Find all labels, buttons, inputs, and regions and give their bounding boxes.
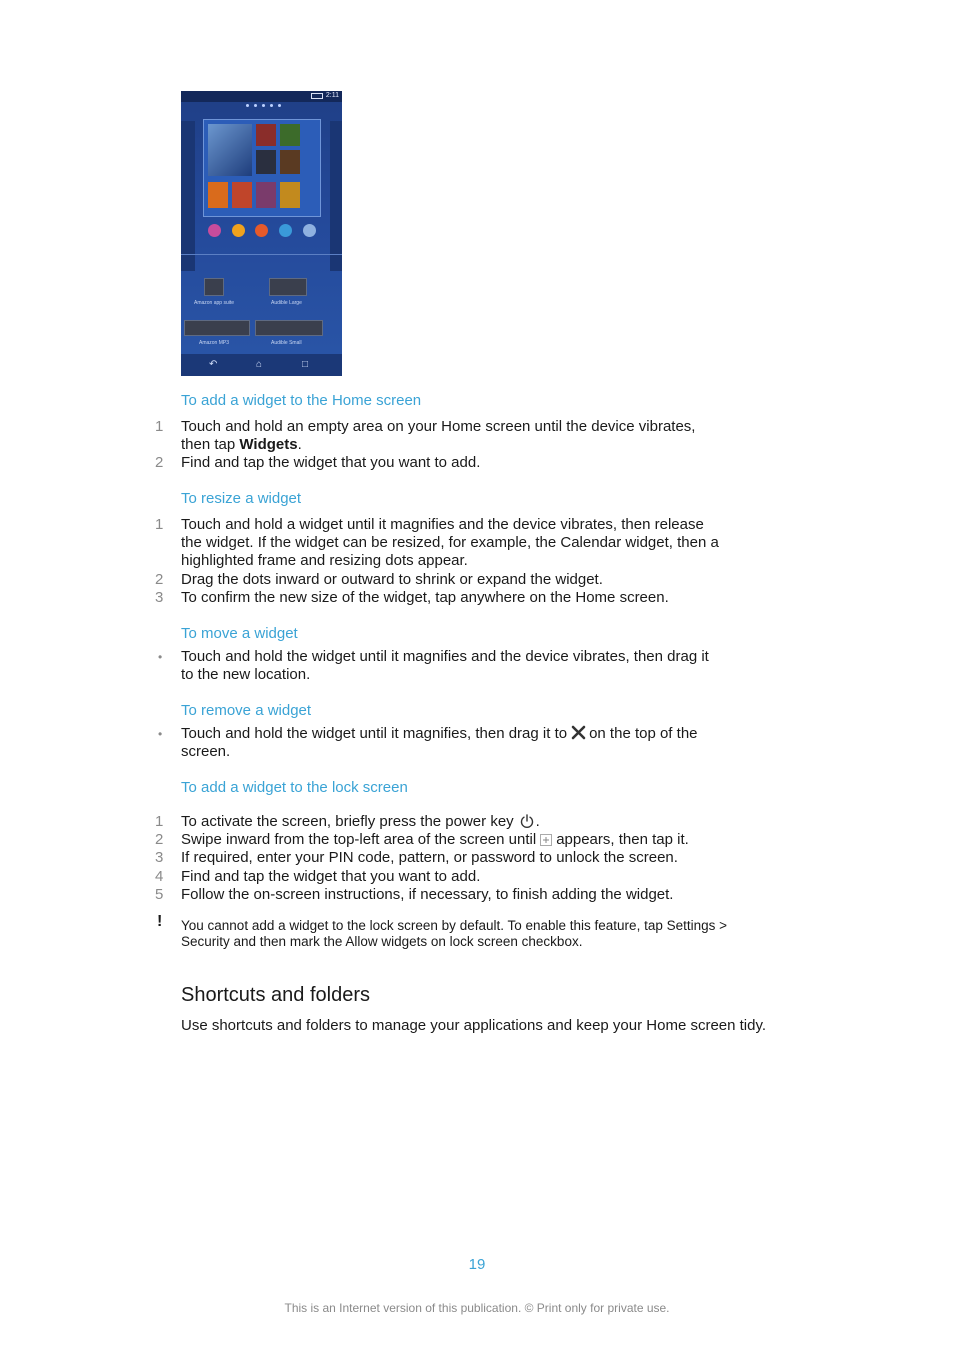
step-text: Touch and hold a widget until it magnifies and the device vibrates, then release — [181, 516, 704, 533]
widgets-term: Widgets — [239, 436, 298, 453]
app-tile — [256, 182, 276, 208]
step-text: highlighted frame and resizing dots appear. — [181, 552, 468, 569]
step-text-fragment: To activate the screen, briefly press the power key — [181, 813, 514, 830]
step-text: To confirm the new size of the widget, tap anywhere on the Home screen. — [181, 589, 669, 606]
left-pane — [181, 121, 195, 271]
note-text: You cannot add a widget to the lock screen by default. To enable this feature, tap Settings > — [181, 918, 727, 933]
battery-icon — [311, 93, 323, 99]
step-text: Find and tap the widget that you want to add. — [181, 454, 481, 471]
step-number: 3 — [155, 849, 164, 866]
plus-icon — [540, 834, 552, 846]
step-text: the widget. If the widget can be resized, for example, the Calendar widget, then a — [181, 534, 719, 551]
section-title: Shortcuts and folders — [181, 984, 370, 1006]
step-number: 1 — [155, 418, 164, 435]
step-number: 2 — [155, 831, 164, 848]
app-tile — [280, 150, 300, 174]
note-text: Security and then mark the Allow widgets on lock screen checkbox. — [181, 934, 583, 949]
heading-move-widget: To move a widget — [181, 625, 298, 642]
step-text: Touch and hold an empty area on your Home screen until the device vibrates, — [181, 418, 696, 435]
footer-notice: This is an Internet version of this publication. © Print only for private use. — [284, 1301, 670, 1315]
page-indicator — [243, 104, 283, 109]
album-tile — [208, 124, 252, 176]
heading-add-widget-lock: To add a widget to the lock screen — [181, 779, 408, 796]
status-time: 2:11 — [325, 92, 339, 99]
step-text — [181, 813, 540, 831]
step-text: screen. — [181, 743, 231, 760]
heading-remove-widget: To remove a widget — [181, 702, 312, 719]
bullet: • — [158, 650, 163, 664]
divider — [181, 254, 342, 255]
home-screen-preview — [203, 119, 321, 217]
step-text-fragment: Swipe inward from the top-left area of the screen until — [181, 831, 537, 848]
widget-screenshot — [181, 91, 342, 376]
app-tile — [232, 182, 252, 208]
step-text-fragment: on the top of the — [589, 725, 698, 742]
widget-label: Audible Large — [271, 300, 302, 306]
status-bar — [181, 91, 342, 102]
widget-thumbnail — [204, 278, 224, 296]
step-number: 5 — [155, 886, 164, 903]
widget-label: Amazon app suite — [194, 300, 235, 306]
heading-add-widget-home: To add a widget to the Home screen — [181, 392, 422, 409]
app-tile — [208, 182, 228, 208]
step-text: Touch and hold the widget until it magnifies and the device vibrates, then drag it — [181, 648, 709, 665]
step-text: If required, enter your PIN code, pattern, or password to unlock the screen. — [181, 849, 678, 866]
widget-thumbnail — [255, 320, 323, 336]
app-tile — [256, 150, 276, 174]
step-text — [181, 436, 302, 454]
back-icon: ↶ — [209, 359, 218, 370]
app-tile — [280, 182, 300, 208]
power-icon — [519, 813, 535, 829]
heading-resize-widget: To resize a widget — [181, 490, 302, 507]
widget-label: Amazon MP3 — [199, 340, 230, 346]
step-number: 1 — [155, 813, 164, 830]
step-text-fragment: . — [535, 813, 540, 830]
section-body: Use shortcuts and folders to manage your applications and keep your Home screen tidy. — [181, 1017, 767, 1034]
navigation-bar — [181, 354, 342, 376]
app-dock — [203, 224, 321, 242]
step-number: 2 — [155, 571, 164, 588]
step-text: Follow the on-screen instructions, if necessary, to finish adding the widget. — [181, 886, 674, 903]
widget-thumbnail — [184, 320, 250, 336]
step-number: 3 — [155, 589, 164, 606]
close-icon — [571, 725, 586, 740]
recent-apps-icon: □ — [302, 359, 309, 370]
home-icon: ⌂ — [256, 359, 263, 370]
step-text — [181, 831, 689, 849]
step-number: 4 — [155, 868, 164, 885]
step-text: Drag the dots inward or outward to shrink or expand the widget. — [181, 571, 603, 588]
step-text: Find and tap the widget that you want to add. — [181, 868, 481, 885]
step-text-fragment: then tap — [181, 436, 240, 453]
step-text: to the new location. — [181, 666, 311, 683]
bullet: • — [158, 727, 163, 741]
step-text — [181, 725, 698, 743]
widget-thumbnail — [269, 278, 307, 296]
widget-label: Audible Small — [271, 340, 302, 346]
note-icon: ! — [157, 913, 163, 930]
app-tile — [256, 124, 276, 146]
right-pane — [330, 121, 342, 271]
page-number: 19 — [468, 1256, 486, 1273]
step-number: 1 — [155, 516, 164, 533]
app-tile — [280, 124, 300, 146]
step-text-fragment: Touch and hold the widget until it magnifies, then drag it to — [181, 725, 568, 742]
step-text-fragment: . — [297, 436, 302, 453]
step-text-fragment: appears, then tap it. — [556, 831, 689, 848]
step-number: 2 — [155, 454, 164, 471]
